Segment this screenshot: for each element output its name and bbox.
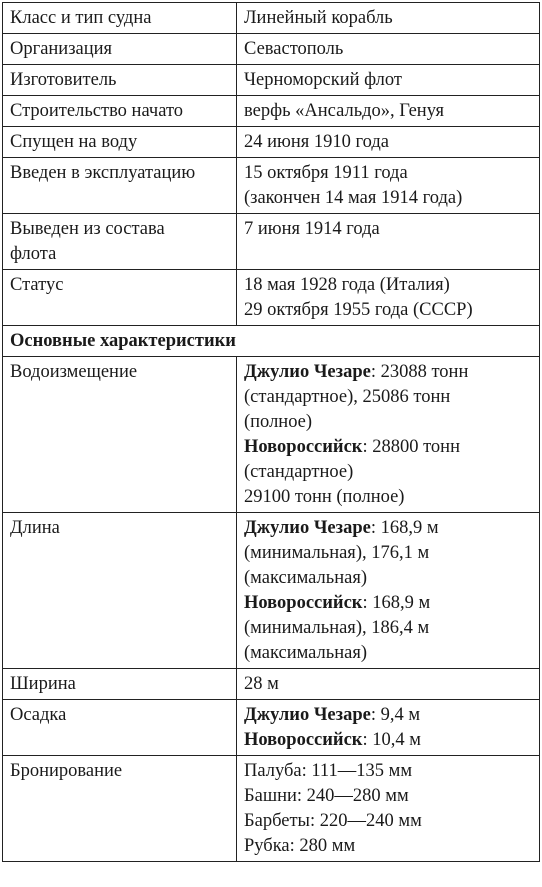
value-line: Новороссийск: 168,9 м	[244, 593, 431, 613]
value-line: 29100 тонн (полное)	[244, 487, 405, 507]
value-line: (закончен 14 мая 1914 года)	[244, 188, 463, 208]
ship-spec-table	[2, 2, 540, 862]
table-row	[3, 513, 540, 669]
ship-name-novorossiysk: Новороссийск	[244, 437, 363, 457]
row-value	[237, 357, 540, 513]
value-line: Джулио Чезаре: 9,4 м	[244, 705, 421, 725]
section-header-row	[3, 326, 540, 357]
ship-name-novorossiysk: Новороссийск	[244, 730, 363, 750]
row-label: Длина	[3, 513, 237, 669]
value-line: Новороссийск: 28800 тонн	[244, 437, 460, 457]
ship-name-giulio-cesare: Джулио Чезаре	[244, 518, 371, 538]
row-value: 24 июня 1910 года	[237, 127, 540, 158]
row-label: Введен в эксплуатацию	[3, 158, 237, 214]
row-label: Изготовитель	[3, 65, 237, 96]
row-label: Осадка	[3, 700, 237, 756]
table-row	[3, 96, 540, 127]
table-row	[3, 700, 540, 756]
table-row	[3, 127, 540, 158]
value-line: (максимальная)	[244, 568, 367, 588]
row-value: Линейный корабль	[237, 3, 540, 34]
section-title: Основные характеристики	[3, 326, 540, 357]
row-value	[237, 756, 540, 862]
ship-name-giulio-cesare: Джулио Чезаре	[244, 362, 371, 382]
row-label: Спущен на воду	[3, 127, 237, 158]
ship-name-giulio-cesare: Джулио Чезаре	[244, 705, 371, 725]
row-label: Класс и тип судна	[3, 3, 237, 34]
value-line: Палуба: 111—135 мм	[244, 761, 413, 781]
row-label: Ширина	[3, 669, 237, 700]
value-line: (полное)	[244, 412, 313, 432]
row-value: Черноморский флот	[237, 65, 540, 96]
value-line: (минимальная), 176,1 м	[244, 543, 430, 563]
row-label: Строительство начато	[3, 96, 237, 127]
table-row	[3, 270, 540, 326]
ship-name-novorossiysk: Новороссийск	[244, 593, 363, 613]
table-row	[3, 669, 540, 700]
value-line: Башни: 240—280 мм	[244, 786, 409, 806]
value-line: (минимальная), 186,4 м	[244, 618, 430, 638]
row-label: Организация	[3, 34, 237, 65]
table-row	[3, 158, 540, 214]
value-line: (максимальная)	[244, 643, 367, 663]
value-line: 18 мая 1928 года (Италия)	[244, 275, 450, 295]
label-line: Выведен из состава	[10, 219, 165, 239]
table-row	[3, 65, 540, 96]
value-line: (стандартное), 25086 тонн	[244, 387, 451, 407]
row-value: верфь «Ансальдо», Генуя	[237, 96, 540, 127]
table-row	[3, 756, 540, 862]
row-value	[237, 700, 540, 756]
value-line: 29 октября 1955 года (СССР)	[244, 300, 473, 320]
table-row	[3, 357, 540, 513]
row-value	[237, 158, 540, 214]
row-label	[3, 214, 237, 270]
value-line: Джулио Чезаре: 168,9 м	[244, 518, 439, 538]
row-label: Бронирование	[3, 756, 237, 862]
row-value	[237, 270, 540, 326]
value-line: Новороссийск: 10,4 м	[244, 730, 421, 750]
label-line: флота	[10, 244, 57, 264]
value-line: 15 октября 1911 года	[244, 163, 408, 183]
row-label: Водоизмещение	[3, 357, 237, 513]
row-label: Статус	[3, 270, 237, 326]
row-value: Севастополь	[237, 34, 540, 65]
table-row	[3, 214, 540, 270]
value-line: Барбеты: 220—240 мм	[244, 811, 422, 831]
table-row	[3, 3, 540, 34]
row-value: 7 июня 1914 года	[237, 214, 540, 270]
row-value	[237, 513, 540, 669]
value-line: Рубка: 280 мм	[244, 836, 356, 856]
value-line: Джулио Чезаре: 23088 тонн	[244, 362, 469, 382]
value-line: (стандартное)	[244, 462, 354, 482]
row-value: 28 м	[237, 669, 540, 700]
table-row	[3, 34, 540, 65]
